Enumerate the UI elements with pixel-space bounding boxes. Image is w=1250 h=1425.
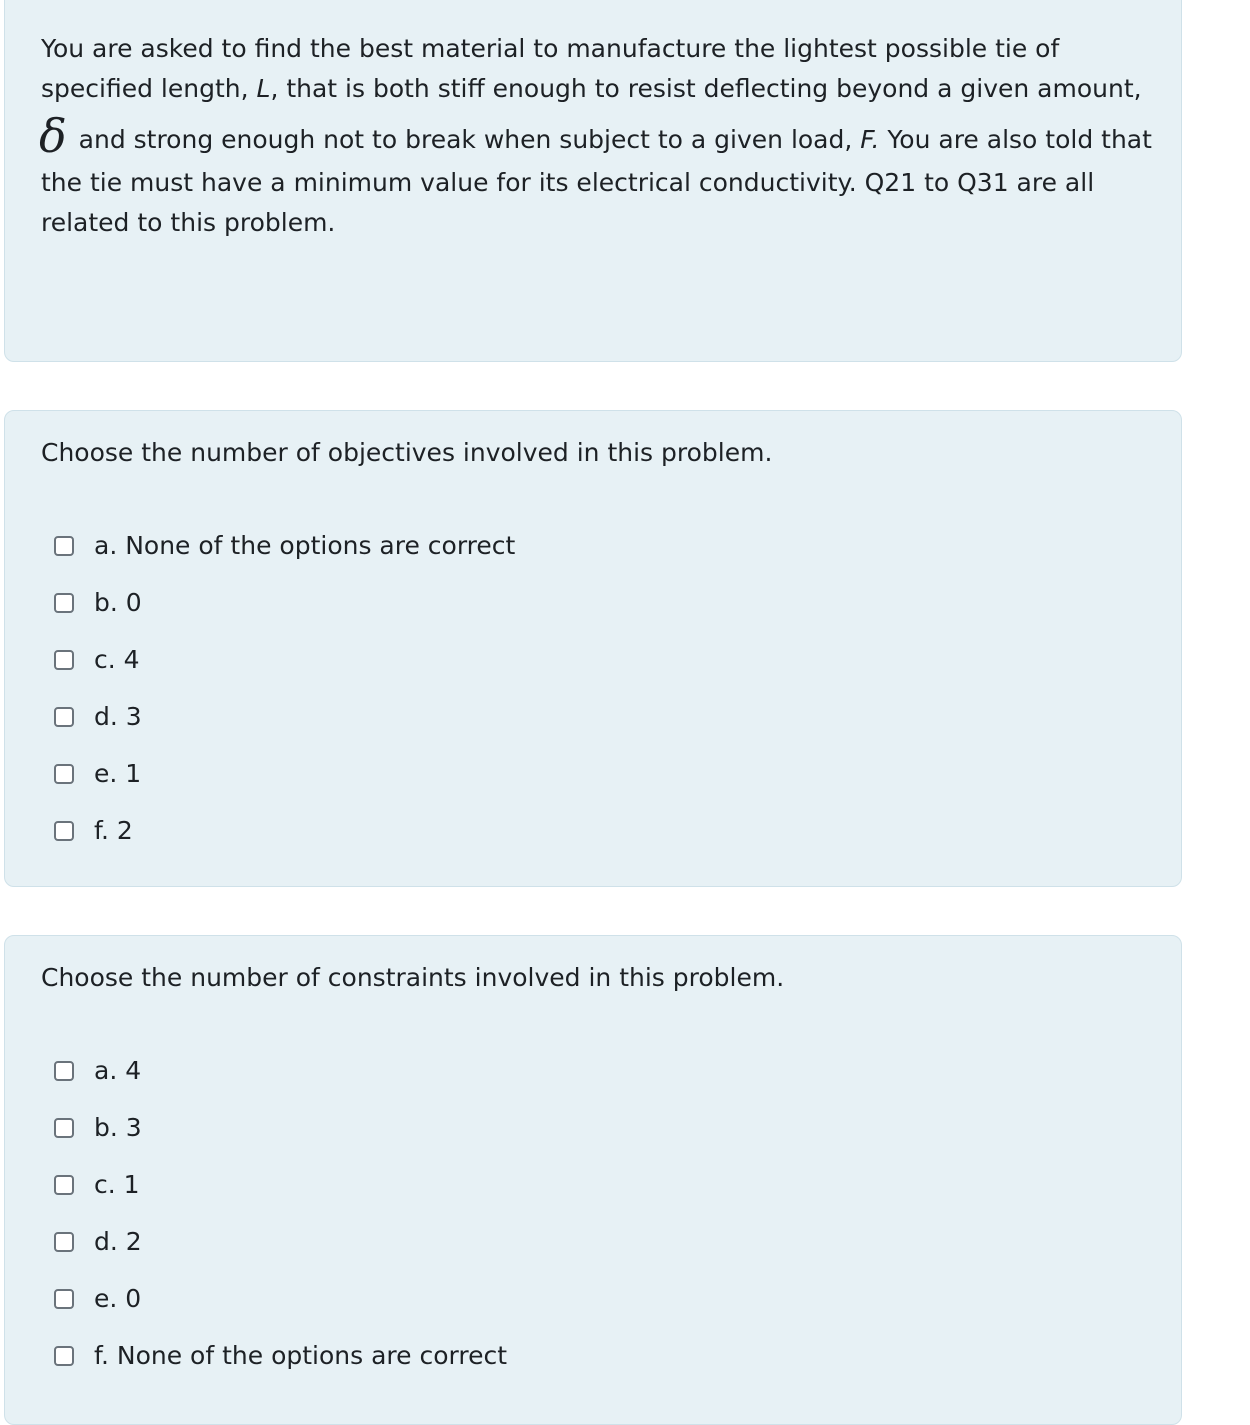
option-label: e. 0	[94, 1284, 142, 1313]
option-label: c. 1	[94, 1170, 140, 1199]
problem-statement	[41, 29, 1151, 243]
checkbox[interactable]	[54, 1232, 74, 1252]
option-label: d. 3	[94, 702, 142, 731]
checkbox[interactable]	[54, 1175, 74, 1195]
problem-line-2-end: , that is both stiff enough to resist deflecting beyond a given amount,	[270, 74, 1142, 103]
checkbox[interactable]	[54, 1346, 74, 1366]
option-label: c. 4	[94, 645, 140, 674]
problem-line-4: the tie must have a minimum value for its electrical conductivity. Q21 to Q31 are all	[41, 168, 1095, 197]
answer-options	[54, 517, 515, 859]
checkbox[interactable]	[54, 821, 74, 841]
length-variable: L	[256, 74, 271, 103]
problem-line-2-start: specified length,	[41, 74, 257, 103]
option-label: f. None of the options are correct	[94, 1341, 508, 1370]
option-label: b. 0	[94, 588, 142, 617]
checkbox[interactable]	[54, 536, 74, 556]
problem-line-2	[41, 69, 1151, 109]
option-e[interactable]	[54, 1270, 507, 1327]
option-c[interactable]	[54, 631, 515, 688]
problem-line-3-start: and strong enough not to break when subject to a given load,	[70, 125, 861, 154]
checkbox[interactable]	[54, 1118, 74, 1138]
checkbox[interactable]	[54, 593, 74, 613]
checkbox[interactable]	[54, 650, 74, 670]
checkbox[interactable]	[54, 1061, 74, 1081]
checkbox[interactable]	[54, 707, 74, 727]
option-e[interactable]	[54, 745, 515, 802]
option-c[interactable]	[54, 1156, 507, 1213]
option-label: b. 3	[94, 1113, 142, 1142]
problem-line-1: You are asked to find the best material to manufacture the lightest possible tie of	[41, 34, 1060, 63]
question-card-objectives	[4, 410, 1182, 887]
question-card-constraints	[4, 935, 1182, 1425]
problem-info-card	[4, 0, 1182, 362]
option-a[interactable]	[54, 517, 515, 574]
question-text: Choose the number of objectives involved in this problem.	[41, 438, 773, 467]
option-label: f. 2	[94, 816, 133, 845]
option-d[interactable]	[54, 1213, 507, 1270]
option-f[interactable]	[54, 1327, 507, 1384]
checkbox[interactable]	[54, 764, 74, 784]
delta-symbol: δ	[39, 109, 67, 163]
load-variable: F.	[860, 125, 880, 154]
option-label: e. 1	[94, 759, 142, 788]
option-f[interactable]	[54, 802, 515, 859]
option-label: a. None of the options are correct	[94, 531, 516, 560]
option-a[interactable]	[54, 1042, 507, 1099]
option-d[interactable]	[54, 688, 515, 745]
option-label: d. 2	[94, 1227, 142, 1256]
option-b[interactable]	[54, 1099, 507, 1156]
option-b[interactable]	[54, 574, 515, 631]
checkbox[interactable]	[54, 1289, 74, 1309]
problem-line-3	[41, 109, 1151, 163]
option-label: a. 4	[94, 1056, 142, 1085]
problem-line-3-end: You are also told that	[879, 125, 1152, 154]
problem-line-5: related to this problem.	[41, 208, 336, 237]
answer-options	[54, 1042, 507, 1384]
question-text: Choose the number of constraints involved in this problem.	[41, 963, 785, 992]
